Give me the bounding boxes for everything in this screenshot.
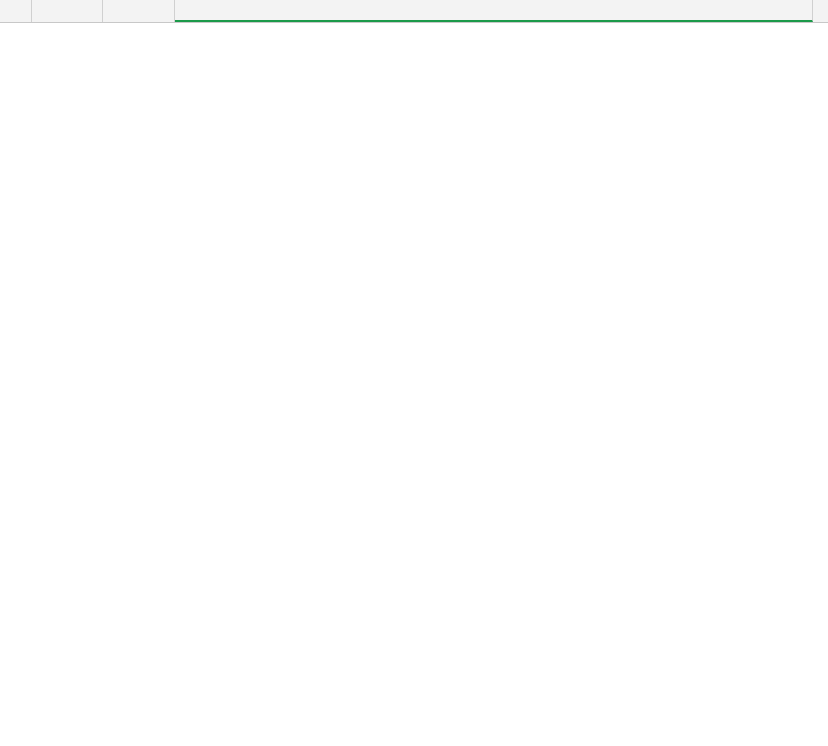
select-all-corner[interactable]: [0, 0, 32, 22]
column-header-c[interactable]: [175, 0, 813, 22]
column-header-a[interactable]: [32, 0, 103, 22]
column-header-b[interactable]: [103, 0, 175, 22]
